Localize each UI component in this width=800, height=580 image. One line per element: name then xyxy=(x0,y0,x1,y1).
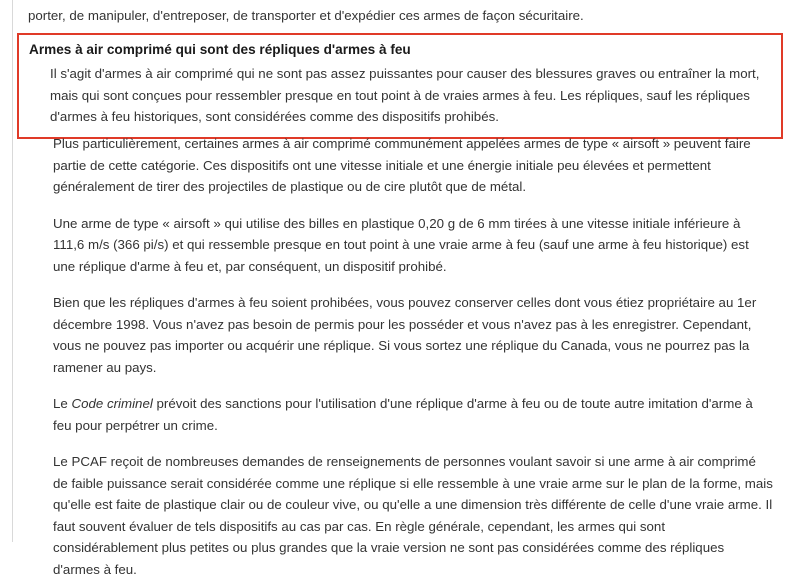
intro-section xyxy=(28,0,780,37)
paragraph-replica-ownership: Bien que les répliques d'armes à feu soient prohibées, vous pouvez conserver celles dont vous étiez propriétaire au 1er décembre 1998. Vous n'avez pas besoin de permis pour les posséder et vous n'avez pas à les enregistrer. Cependant, vous ne pouvez pas importer ou acquérir une réplique. Si vous sortez une réplique du Canada, vous ne pourrez pas la ramener au pays. xyxy=(53,295,757,375)
callout-body-text: Il s'agit d'armes à air comprimé qui ne sont pas assez puissantes pour causer des blessures graves ou entraîner la mort, mais qui sont conçues pour ressembler presque en tout point à de vraies armes à feu. Les répliques, sauf les répliques d'armes à feu historiques, sont considérées comme des dispositifs prohibés. xyxy=(50,66,760,124)
paragraph-pcaf-inquiries: Le PCAF reçoit de nombreuses demandes de renseignements de personnes voulant savoir si une arme à air comprimé de faible puissance serait considérée comme une réplique si elle ressemble à une vraie arme sur le plan de la forme, mais qu'elle est faite de plastique clair ou de couleur vive, ou qu'elle a une dimension très différente de celle d'une vraie arme. Il faut souvent évaluer de tels dispositifs au cas par cas. En règle générale, cependant, les armes qui sont considérablement plus petites ou plus grandes que la vraie version ne sont pas considérées comme des répliques d'armes à feu. xyxy=(53,454,773,577)
paragraph-code-criminel xyxy=(28,393,773,436)
code-criminel-after-text: prévoit des sanctions pour l'utilisation d'une réplique d'arme à feu ou de toute autre imitation d'arme à feu pour perpétrer un crime. xyxy=(53,396,753,433)
highlighted-callout-box xyxy=(17,33,783,139)
code-criminel-before-text: Le xyxy=(53,396,72,411)
paragraph-airsoft-category: Plus particulièrement, certaines armes à air comprimé communément appelées armes de type « airsoft » peuvent faire partie de cette catégorie. Ces dispositifs ont une vitesse initiale et une énergie initiale peu élevées et permettent généralement de tirer des projectiles de plastique ou de cire plutôt que de métal. xyxy=(53,136,751,194)
code-criminel-title: Code criminel xyxy=(71,396,153,411)
paragraph-airsoft-velocity: Une arme de type « airsoft » qui utilise des billes en plastique 0,20 g de 6 mm tirées à une vitesse initiale inférieure à 111,6 m/s (366 pi/s) et qui ressemble presque en tout point à une vraie arme à feu (sauf une arme à feu historique) est une réplique d'arme à feu et, par conséquent, un dispositif prohibé. xyxy=(53,215,749,274)
body-section xyxy=(28,133,773,580)
intro-paragraph: porter, de manipuler, d'entreposer, de transporter et d'expédier ces armes de façon sécuritaire. xyxy=(28,8,584,23)
callout-heading: Armes à air comprimé qui sont des répliques d'armes à feu xyxy=(29,42,411,57)
left-margin-rule xyxy=(12,0,13,542)
